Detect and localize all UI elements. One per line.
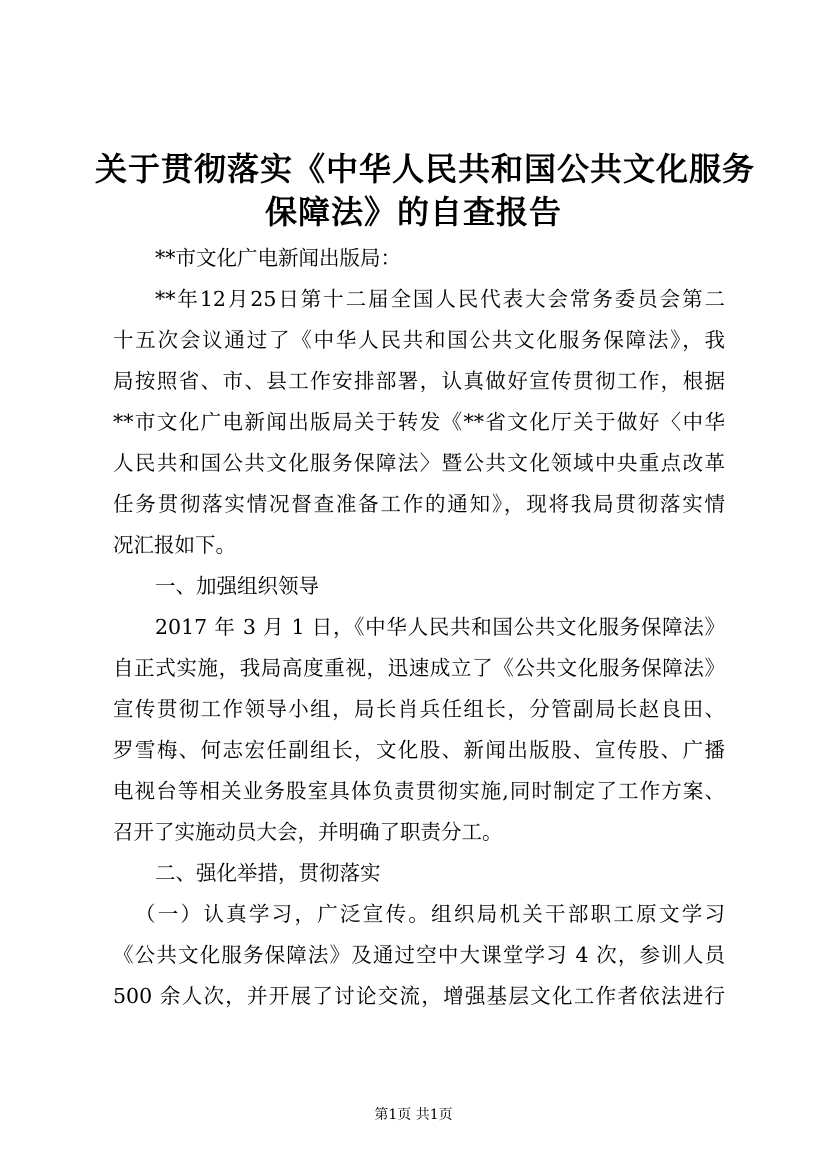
document-title-line-2: 保障法》的自查报告: [264, 193, 562, 231]
paragraph-line: **年12月25日第十二届全国人民代表大会常务委员会第二: [155, 287, 725, 311]
paragraph-line: 电视台等相关业务股室具体负责贯彻实施,同时制定了工作方案、: [113, 779, 725, 803]
paragraph-line: **市文化广电新闻出版局关于转发《**省文化厅关于做好〈中华: [113, 410, 725, 434]
paragraph-line: 500 余人次，并开展了讨论交流，增强基层文化工作者依法进行: [113, 984, 725, 1008]
paragraph-line: 十五次会议通过了《中华人民共和国公共文化服务保障法》，我: [113, 328, 725, 352]
paragraph-line: 罗雪梅、何志宏任副组长，文化股、新闻出版股、宣传股、广播: [113, 738, 725, 762]
paragraph-line: 召开了实施动员大会，并明确了职责分工。: [113, 820, 503, 844]
paragraph-line: 人民共和国公共文化服务保障法〉暨公共文化领域中央重点改革: [113, 451, 725, 475]
paragraph-line: 2017 年 3 月 1 日，《中华人民共和国公共文化服务保障法》: [155, 615, 725, 639]
paragraph-line: 《公共文化服务保障法》及通过空中大课堂学习 4 次，参训人员: [113, 943, 725, 967]
paragraph-line: 任务贯彻落实情况督查准备工作的通知》，现将我局贯彻落实情: [113, 492, 725, 516]
document-title-line-1: 关于贯彻落实《中华人民共和国公共文化服务: [95, 150, 756, 188]
salutation: **市文化广电新闻出版局：: [155, 246, 401, 270]
page-number-footer: 第1页 共1页: [374, 1107, 453, 1123]
paragraph-line: （一）认真学习，广泛宣传。组织局机关干部职工原文学习: [135, 902, 725, 926]
paragraph-line: 宣传贯彻工作领导小组，局长肖兵任组长，分管副局长赵良田、: [113, 697, 725, 721]
paragraph-line: 局按照省、市、县工作安排部署，认真做好宣传贯彻工作，根据: [113, 369, 725, 393]
paragraph-line: 自正式实施，我局高度重视，迅速成立了《公共文化服务保障法》: [113, 656, 725, 680]
section-heading: 二、强化举措，贯彻落实: [155, 861, 381, 885]
section-heading: 一、加强组织领导: [155, 574, 319, 598]
paragraph-line: 况汇报如下。: [113, 533, 236, 557]
